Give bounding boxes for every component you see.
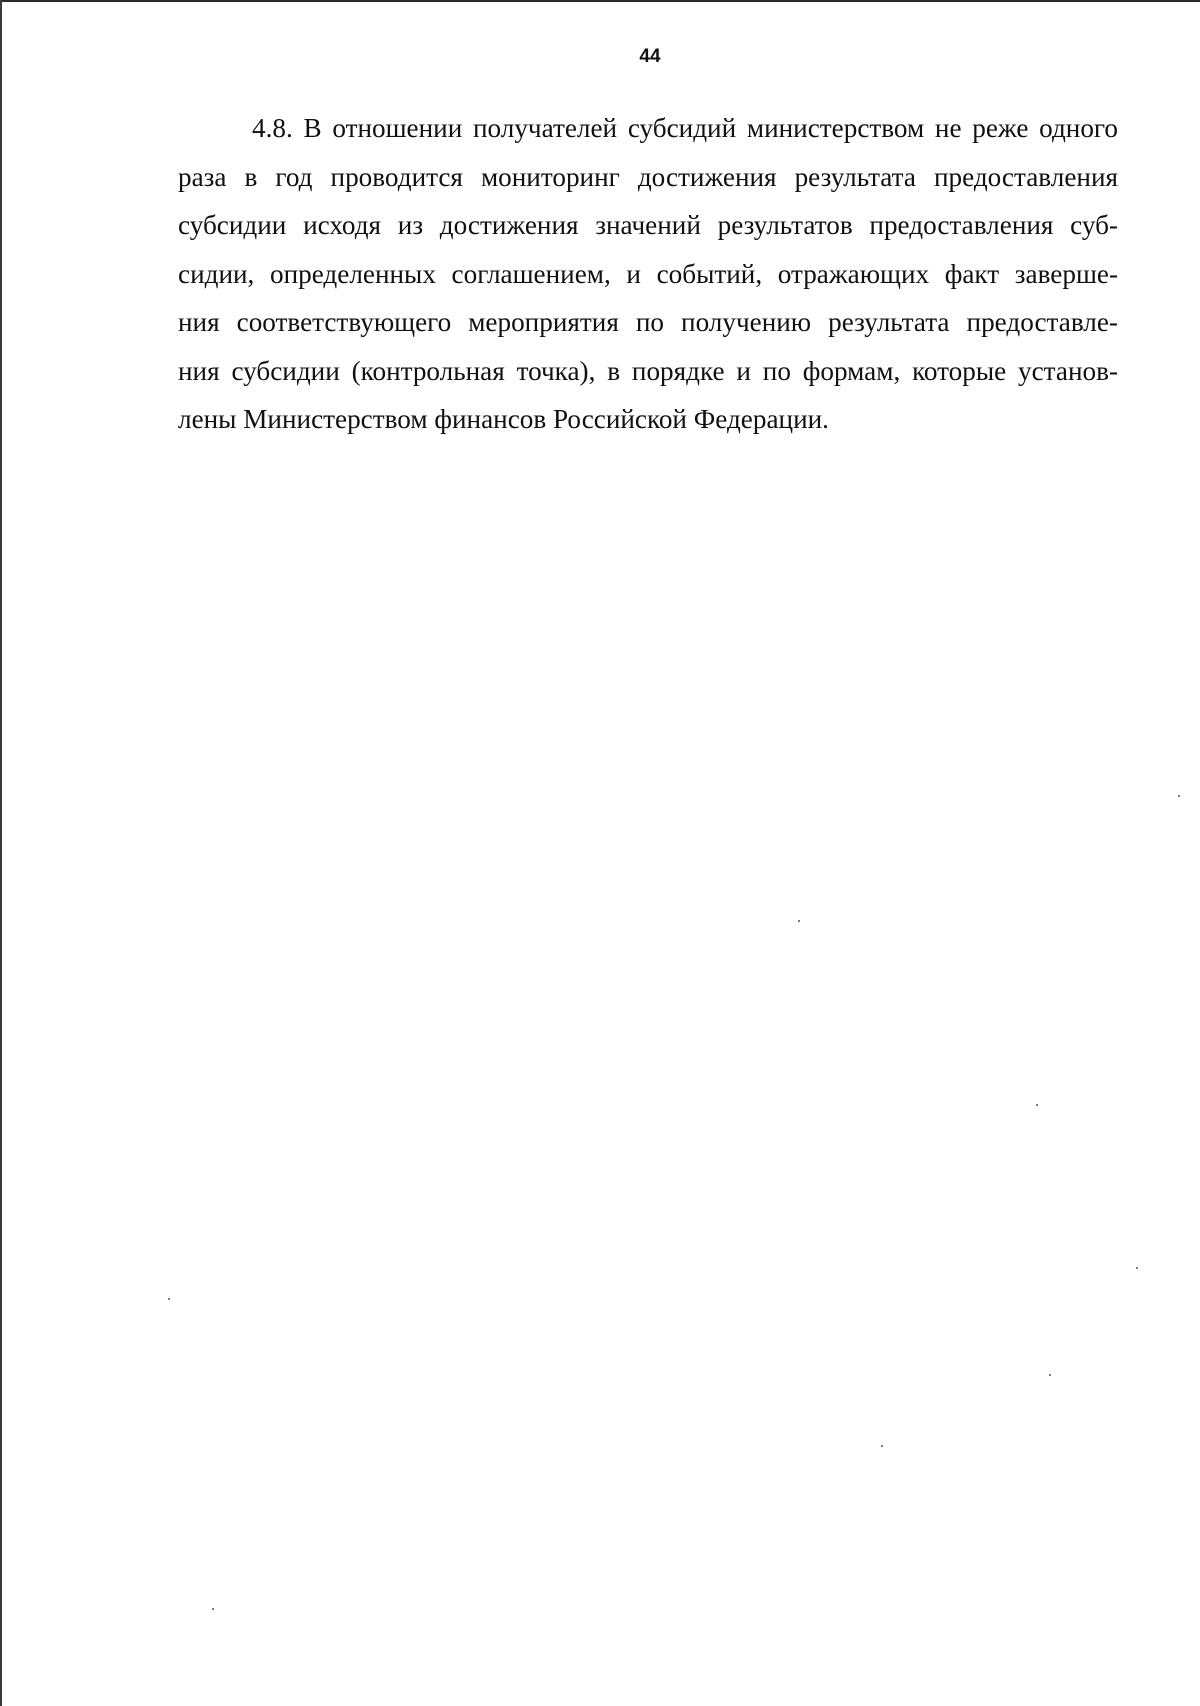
scan-edge-top: [0, 0, 1200, 2]
scan-speck: [798, 920, 800, 922]
paragraph-line: субсидии исходя из достижения значений результатов предоставления суб-: [178, 210, 1118, 240]
paragraph-line: лены Министерством финансов Российской Федерации.: [178, 404, 829, 434]
scan-speck: [1036, 1104, 1038, 1106]
scan-speck: [168, 1298, 170, 1300]
paragraph-line: сидии, определенных соглашением, и событий, отражающих факт заверше-: [178, 258, 1118, 289]
paragraph-line: ния соответствующего мероприятия по получению результата предоставле-: [178, 307, 1118, 337]
scan-speck: [881, 1445, 883, 1447]
scan-speck: [212, 1608, 214, 1610]
paragraph-4-8: [178, 104, 1118, 444]
paragraph-line: раза в год проводится мониторинг достижения результата предоставления: [178, 161, 1118, 192]
scan-edge-left: [0, 0, 2, 1706]
scan-speck: [1178, 795, 1180, 797]
scan-speck: [1049, 1374, 1051, 1376]
page-number: 44: [639, 46, 661, 67]
paragraph-line: 4.8. В отношении получателей субсидий министерством не реже одного: [252, 113, 1118, 143]
paragraph-line: ния субсидии (контрольная точка), в порядке и по формам, которые установ-: [178, 355, 1118, 386]
scan-speck: [1136, 1267, 1138, 1269]
